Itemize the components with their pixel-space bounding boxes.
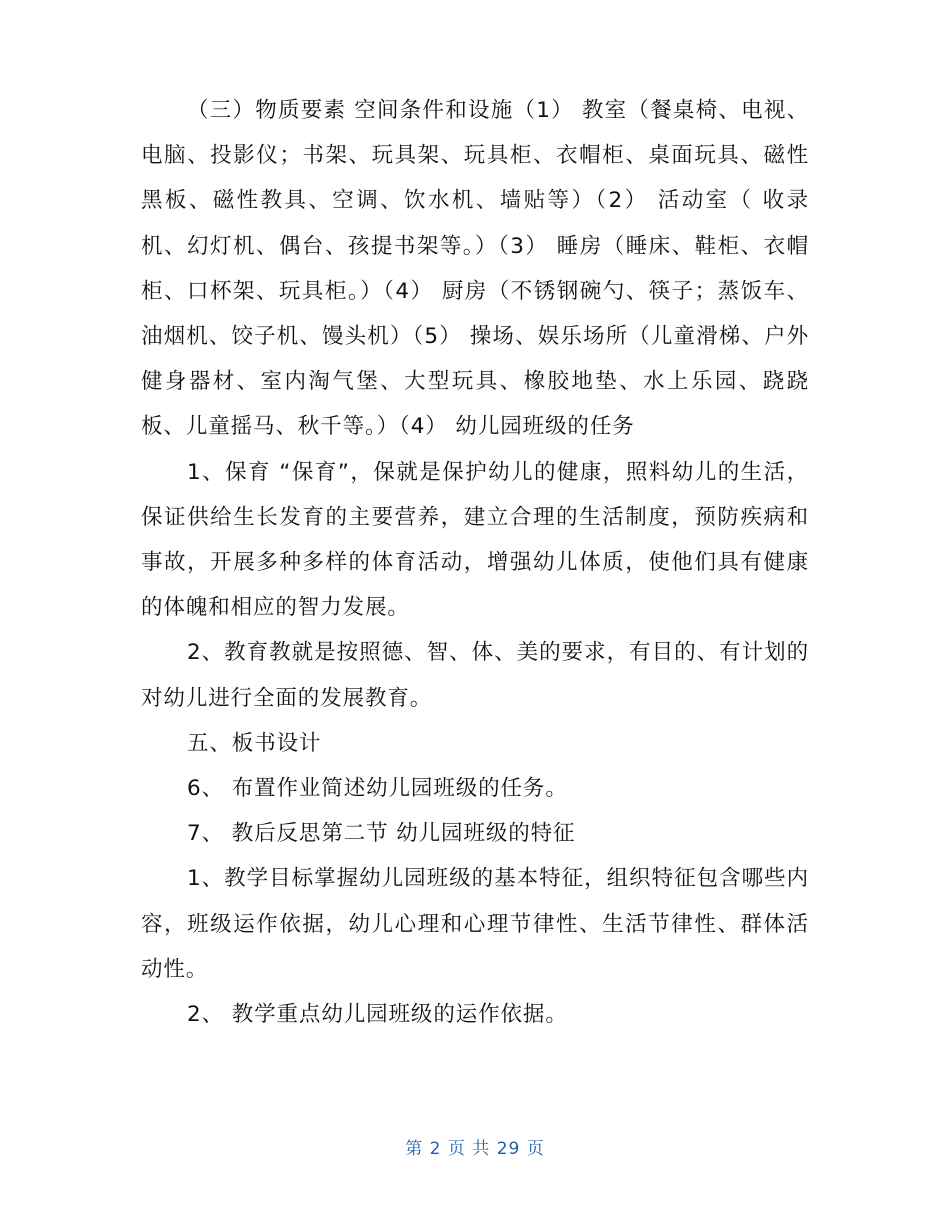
paragraph-care: 1、保育 “保育”，保就是保护幼儿的健康，照料幼儿的生活，保证供给生长发育的主要营养，建立合理的生活制度，预防疾病和事故，开展多种多样的体育活动，增强幼儿体质，使他们具有健康的体魄和相应的智力发展。 xyxy=(141,459,809,621)
paragraph-education: 2、教育教就是按照德、智、体、美的要求，有目的、有计划的对幼儿进行全面的发展教育。 xyxy=(141,640,809,711)
section-heading-blackboard-design: 五、板书设计 xyxy=(187,730,322,756)
page-number-footer: 第 2 页 共 29 页 xyxy=(405,1139,545,1159)
document-body xyxy=(141,88,809,1037)
paragraph-reflection: 7、 教后反思第二节 幼儿园班级的特征 xyxy=(187,821,576,847)
paragraph-material-elements: （三）物质要素 空间条件和设施（1） 教室（餐桌椅、电视、电脑、投影仪；书架、玩具架、玩具柜、衣帽柜、桌面玩具、磁性黑板、磁性教具、空调、饮水机、墙贴等）（2） 活动室（ 收录机、幻灯机、偶台、孩提书架等。）（3） 睡房（睡床、鞋柜、衣帽柜、口杯架、玩具柜。）（4） 厨房（不锈钢碗勺、筷子；蒸饭车、油烟机、饺子机、馒头机）（5） 操场、娱乐场所（儿童滑梯、户外健身器材、室内淘气堡、大型玩具、橡胶地垫、水上乐园、跷跷板、儿童摇马、秋千等。）（4） 幼儿园班级的任务 xyxy=(141,98,809,440)
paragraph-teaching-goal: 1、教学目标掌握幼儿园班级的基本特征，组织特征包含哪些内容，班级运作依据，幼儿心理和心理节律性、生活节律性、群体活动性。 xyxy=(141,866,809,982)
paragraph-teaching-focus: 2、 教学重点幼儿园班级的运作依据。 xyxy=(187,1002,568,1028)
paragraph-homework: 6、 布置作业简述幼儿园班级的任务。 xyxy=(187,776,568,802)
